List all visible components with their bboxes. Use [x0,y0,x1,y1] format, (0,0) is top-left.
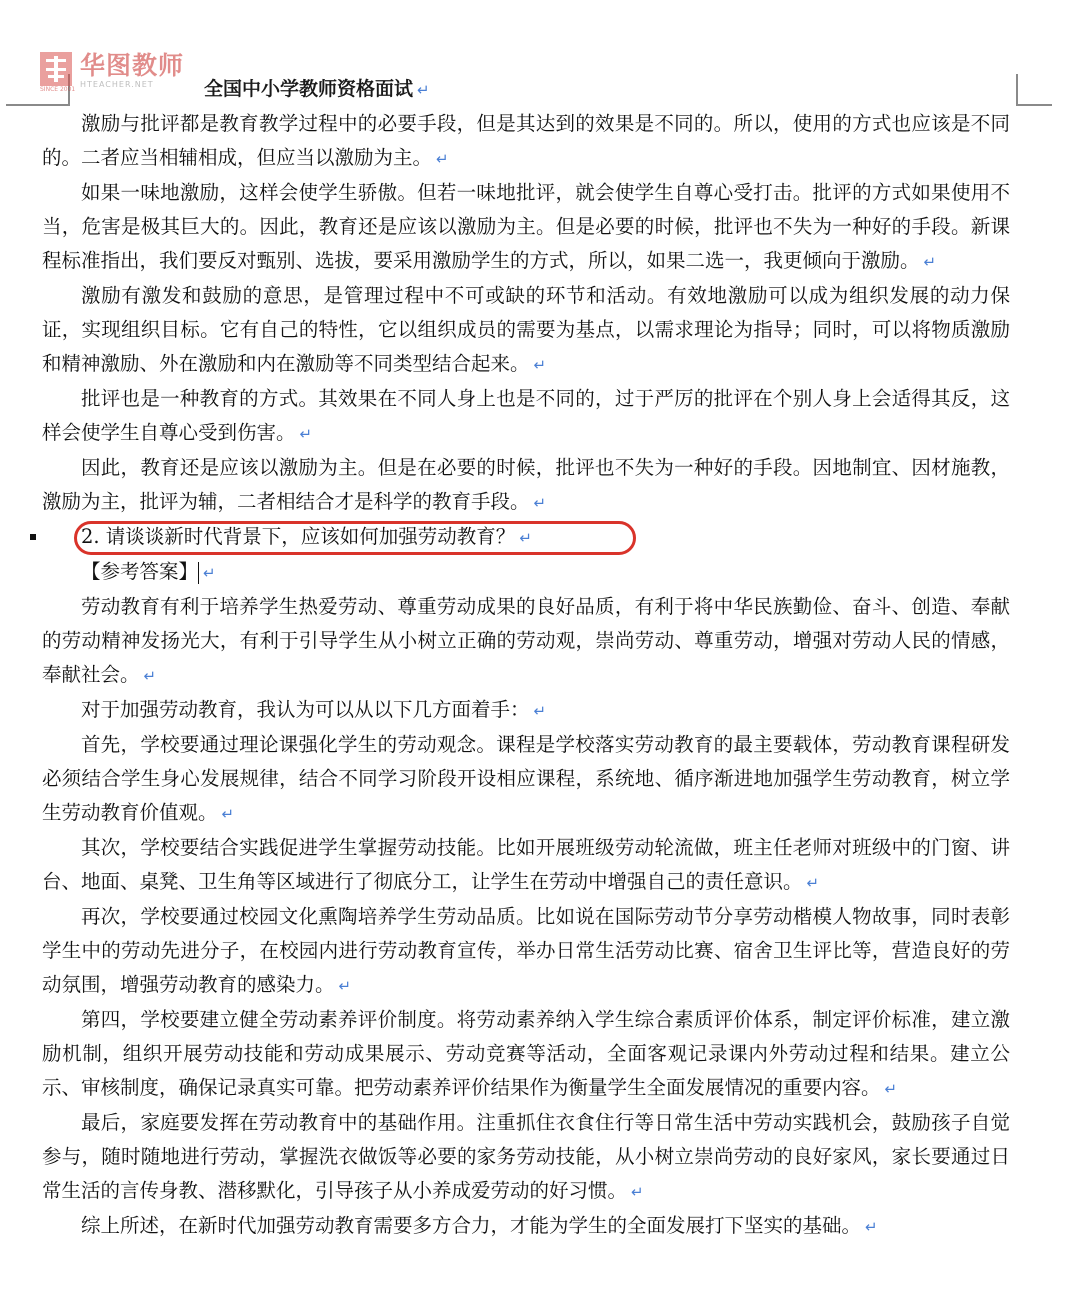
crop-mark-top-right [1016,74,1052,106]
answer-label: 【参考答案】 ↵ [81,560,216,583]
paragraph-bullet [30,534,36,540]
paragraph: 最后，家庭要发挥在劳动教育中的基础作用。注重抓住衣食住行等日常生活中劳动实践机会，鼓励孩子自觉参与，随时随地进行劳动，掌握洗衣做饭等必要的家务劳动技能，从小树立崇尚劳动的良好家风，家长要通过日常生活的言传身教、潜移默化，引导孩子从小养成爱劳动的好习惯。 ↵ [42,1111,1010,1202]
paragraph-mark: ↵ [806,874,820,892]
logo-url: HTEACHER.NET [80,80,154,89]
paragraph-mark: ↵ [865,1218,878,1236]
paragraph: 批评也是一种教育的方式。其效果在不同人身上也是不同的，过于严厉的批评在个别人身上会适得其反，这样会使学生自尊心受到伤害。 ↵ [42,387,1010,444]
paragraph-mark: ↵ [338,977,352,995]
paragraph-mark: ↵ [143,667,157,685]
paragraph: 如果一味地激励，这样会使学生骄傲。但若一味地批评，就会使学生自尊心受打击。批评的方式如果使用不当，危害是极其巨大的。因此，教育还是应该以激励为主。但是必要的时候，批评也不失为一种好的手段。新课程标准指出，我们要反对甄别、选拔，要采用激励学生的方式，所以，如果二选一，我更倾向于激励。 ↵ [42,181,1010,272]
text-cursor [198,562,199,584]
paragraph-mark: ↵ [436,150,449,168]
highlight-circle [74,521,636,555]
paragraph: 首先，学校要通过理论课强化学生的劳动观念。课程是学校落实劳动教育的最主要载体，劳动教育课程研发必须结合学生身心发展规律，结合不同学习阶段开设相应课程，系统地、循序渐进地加强学生劳动教育，树立学生劳动教育价值观。 ↵ [42,733,1010,824]
logo-icon [40,52,76,93]
paragraph: 再次，学校要通过校园文化熏陶培养学生劳动品质。比如说在国际劳动节分享劳动楷模人物故事，同时表彰学生中的劳动先进分子，在校园内进行劳动教育宣传，举办日常生活劳动比赛、宿舍卫生评比等，营造良好的劳动氛围，增强劳动教育的感染力。 ↵ [42,905,1010,996]
paragraph-mark: ↵ [203,564,216,582]
question-text: 2. 请谈谈新时代背景下，应该如何加强劳动教育？ ↵ [81,525,532,548]
paragraph: 对于加强劳动教育，我认为可以从以下几方面着手： ↵ [81,698,547,721]
paragraph-mark: ↵ [417,81,430,99]
paragraph-mark: ↵ [221,805,235,823]
paragraph: 第四，学校要建立健全劳动素养评价制度。将劳动素养纳入学生综合素质评价体系，制定评价标准，建立激励机制，组织开展劳动技能和劳动成果展示、劳动竞赛等活动，全面客观记录课内外劳动过程和结果。建立公示、审核制度，确保记录真实可靠。把劳动素养评价结果作为衡量学生全面发展情况的重要内容。 ↵ [42,1008,1010,1099]
logo-since: SINCE 2001 [40,86,76,93]
paragraph: 因此，教育还是应该以激励为主。但是在必要的时候，批评也不失为一种好的手段。因地制宜、因材施教，激励为主，批评为辅，二者相结合才是科学的教育手段。 ↵ [42,456,1010,513]
paragraph: 激励与批评都是教育教学过程中的必要手段，但是其达到的效果是不同的。所以，使用的方式也应该是不同的。二者应当相辅相成，但应当以激励为主。 ↵ [42,112,1010,169]
paragraph-mark: ↵ [299,425,313,443]
paragraph: 综上所述，在新时代加强劳动教育需要多方合力，才能为学生的全面发展打下坚实的基础。 ↵ [81,1214,878,1237]
paragraph-mark: ↵ [533,702,547,720]
document-body[interactable] [42,107,1010,1244]
paragraph-mark: ↵ [884,1080,898,1098]
paragraph-mark: ↵ [533,494,547,512]
paragraph: 劳动教育有利于培养学生热爱劳动、尊重劳动成果的良好品质，有利于将中华民族勤俭、奋斗、创造、奉献的劳动精神发扬光大，有利于引导学生从小树立正确的劳动观，崇尚劳动、尊重劳动，增强对劳动人民的情感，奉献社会。 ↵ [42,595,1010,686]
paragraph-mark: ↵ [923,253,937,271]
paragraph: 其次，学校要结合实践促进学生掌握劳动技能。比如开展班级劳动轮流做，班主任老师对班级中的门窗、讲台、地面、桌凳、卫生角等区域进行了彻底分工，让学生在劳动中增强自己的责任意识。 ↵ [42,836,1010,893]
paragraph-mark: ↵ [533,356,547,374]
paragraph-mark: ↵ [631,1183,644,1201]
paragraph: 激励有激发和鼓励的意思，是管理过程中不可或缺的环节和活动。有效地激励可以成为组织发展的动力保证，实现组织目标。它有自己的特性，它以组织成员的需要为基点，以需求理论为指导；同时，可以将物质激励和精神激励、外在激励和内在激励等不同类型结合起来。 ↵ [42,284,1010,375]
logo-name: 华图教师 [80,51,185,80]
watermark-logo [40,51,185,93]
page-title [204,74,430,101]
paragraph-mark: ↵ [519,529,532,547]
page-title-text: 全国中小学教师资格面试 [204,78,414,100]
question-row [42,520,1010,555]
